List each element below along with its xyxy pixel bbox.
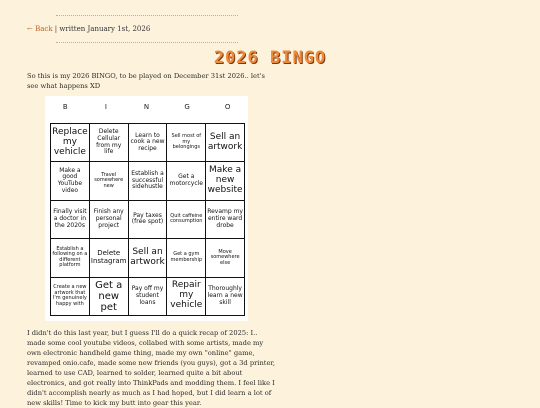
bingo-header-g: G xyxy=(184,103,190,111)
bingo-header-n: N xyxy=(143,103,150,111)
bingo-cell: Thoroughly learn a new skill xyxy=(206,278,245,316)
bingo-cell: Make a good YouTube video xyxy=(51,162,90,200)
bingo-cell: Finally visit a doctor in the 2020s xyxy=(51,201,90,239)
bingo-cell: Delete Instagram xyxy=(90,239,129,277)
bingo-cell: Establish a following on a different platform xyxy=(51,239,90,277)
bingo-cell: Establish a successful sidehustle xyxy=(129,162,168,200)
bingo-cell: Learn to cook a new recipe xyxy=(129,124,168,162)
bingo-cell: Quit caffeine consumption xyxy=(167,201,206,239)
bingo-cell: Travel somewhere new xyxy=(90,162,129,200)
header-divider xyxy=(56,42,238,43)
bingo-header-i: I xyxy=(104,103,107,111)
bingo-cell: Repair my vehicle xyxy=(167,278,206,316)
bingo-cell: Move somewhere else xyxy=(206,239,245,277)
bingo-header-row xyxy=(45,96,248,118)
top-divider xyxy=(56,15,238,16)
bingo-cell: Pay off my student loans xyxy=(129,278,168,316)
intro-paragraph: So this is my 2026 BINGO, to be played on December 31st 2026.. let's see what happens XD xyxy=(27,72,265,90)
bingo-cell: Create a new artwork that I'm genuinely happy with xyxy=(51,278,90,316)
page-title: 2026 BINGO xyxy=(213,48,327,68)
bingo-grid xyxy=(50,123,245,316)
meta-separator: | xyxy=(52,25,60,33)
back-link[interactable]: ← Back xyxy=(27,25,53,33)
bingo-cell: Replace my vehicle xyxy=(51,124,90,162)
bingo-cell: Get a new pet xyxy=(90,278,129,316)
bingo-cell: Sell an artwork xyxy=(129,239,168,277)
post-meta xyxy=(27,25,150,33)
written-date: written January 1st, 2026 xyxy=(59,25,151,33)
bingo-card-image xyxy=(45,96,248,321)
bingo-header-o: O xyxy=(224,103,231,111)
bingo-cell: Get a gym membership xyxy=(167,239,206,277)
bingo-cell: Delete Cellular from my life xyxy=(90,124,129,162)
bingo-cell: Revamp my entire ward drobe xyxy=(206,201,245,239)
bingo-cell: Sell most of my belongings xyxy=(167,124,206,162)
bingo-cell: Make a new website xyxy=(206,162,245,200)
bingo-header-b: B xyxy=(62,103,68,111)
bingo-cell: Pay taxes (free spot) xyxy=(129,201,168,239)
bingo-cell: Finish any personal project xyxy=(90,201,129,239)
recap-paragraph: I didn't do this last year, but I guess I'll do a quick recap of 2025: I.. made some cool youtube videos, collabed with some artists, made my own electronic handheld game thing, made my own "online" game, revamped onio.cafe, made some new friends (you guys), got a 3d printer, learned to use CAD, learned to solder, learned quite a bit about electronics, and got really into ThinkPads and modding them. I feel like I didn't accomplish nearly as much as I had hoped, but I did learn a lot of new skills! Time to kick my butt into gear this year. xyxy=(27,329,275,407)
bingo-cell: Sell an artwork xyxy=(206,124,245,162)
bingo-cell: Get a motorcycle xyxy=(167,162,206,200)
